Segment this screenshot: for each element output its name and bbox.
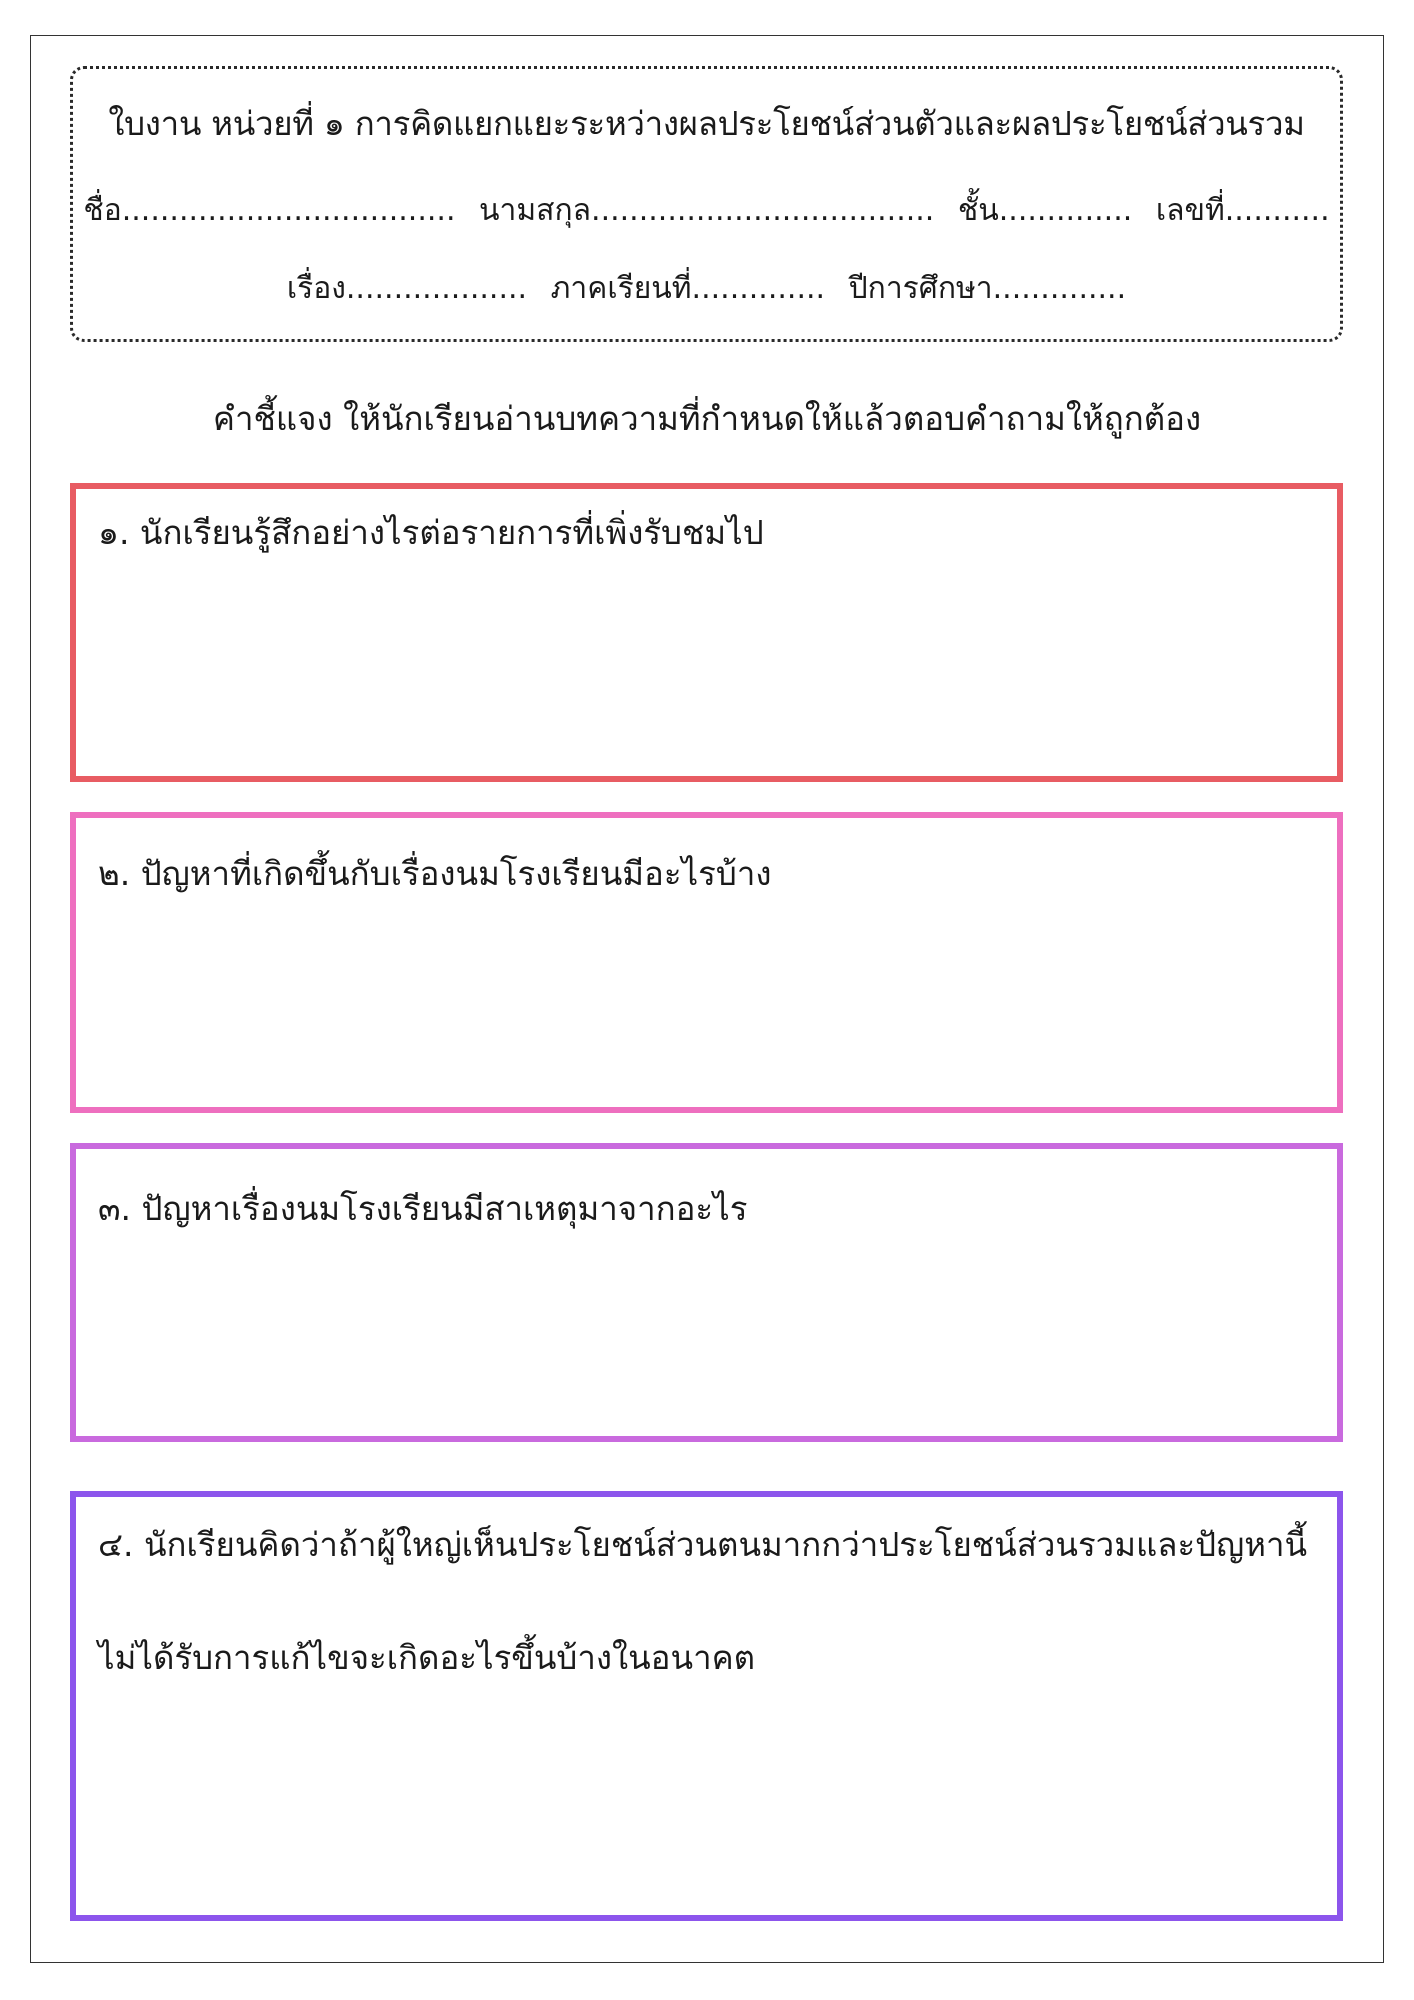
topic-field[interactable]: เรื่อง...................	[286, 271, 528, 306]
question-2-text: ๒. ปัญหาที่เกิดขึ้นกับเรื่องนมโรงเรียนมีอะไรบ้าง	[98, 854, 772, 893]
question-2-box[interactable]	[70, 812, 1343, 1113]
worksheet-title: ใบงาน หน่วยที่ ๑ การคิดแยกแยะระหว่างผลประโยชน์ส่วนตัวและผลประโยชน์ส่วนรวม	[108, 104, 1305, 143]
topic-info-line	[73, 265, 1340, 312]
question-3-text: ๓. ปัญหาเรื่องนมโรงเรียนมีสาเหตุมาจากอะไร	[98, 1189, 748, 1228]
student-info-line	[73, 187, 1340, 234]
number-field[interactable]: เลขที่...........	[1155, 193, 1330, 228]
question-4-box[interactable]	[70, 1491, 1343, 1921]
question-1-text: ๑. นักเรียนรู้สึกอย่างไรต่อรายการที่เพิ่งรับชมไป	[98, 513, 764, 552]
question-4-line-1: ๔. นักเรียนคิดว่าถ้าผู้ใหญ่เห็นประโยชน์ส่วนตนมากกว่าประโยชน์ส่วนรวมและปัญหานี้	[98, 1525, 1308, 1564]
question-1-box[interactable]	[70, 483, 1343, 782]
academic-year-field[interactable]: ปีการศึกษา..............	[848, 271, 1127, 306]
name-field[interactable]: ชื่อ...................................	[83, 193, 456, 228]
class-field[interactable]: ชั้น..............	[957, 193, 1133, 228]
semester-field[interactable]: ภาคเรียนที่..............	[550, 271, 826, 306]
question-4-line-2: ไม่ได้รับการแก้ไขจะเกิดอะไรขึ้นบ้างในอนาคต	[98, 1638, 756, 1677]
question-3-box[interactable]	[70, 1143, 1343, 1442]
surname-field[interactable]: นามสกุล....................................	[479, 193, 935, 228]
instruction-text: คำชี้แจง ให้นักเรียนอ่านบทความที่กำหนดให้แล้วตอบคำถามให้ถูกต้อง	[212, 399, 1202, 438]
worksheet-header	[70, 66, 1343, 342]
question-4-text	[98, 1488, 1317, 1714]
